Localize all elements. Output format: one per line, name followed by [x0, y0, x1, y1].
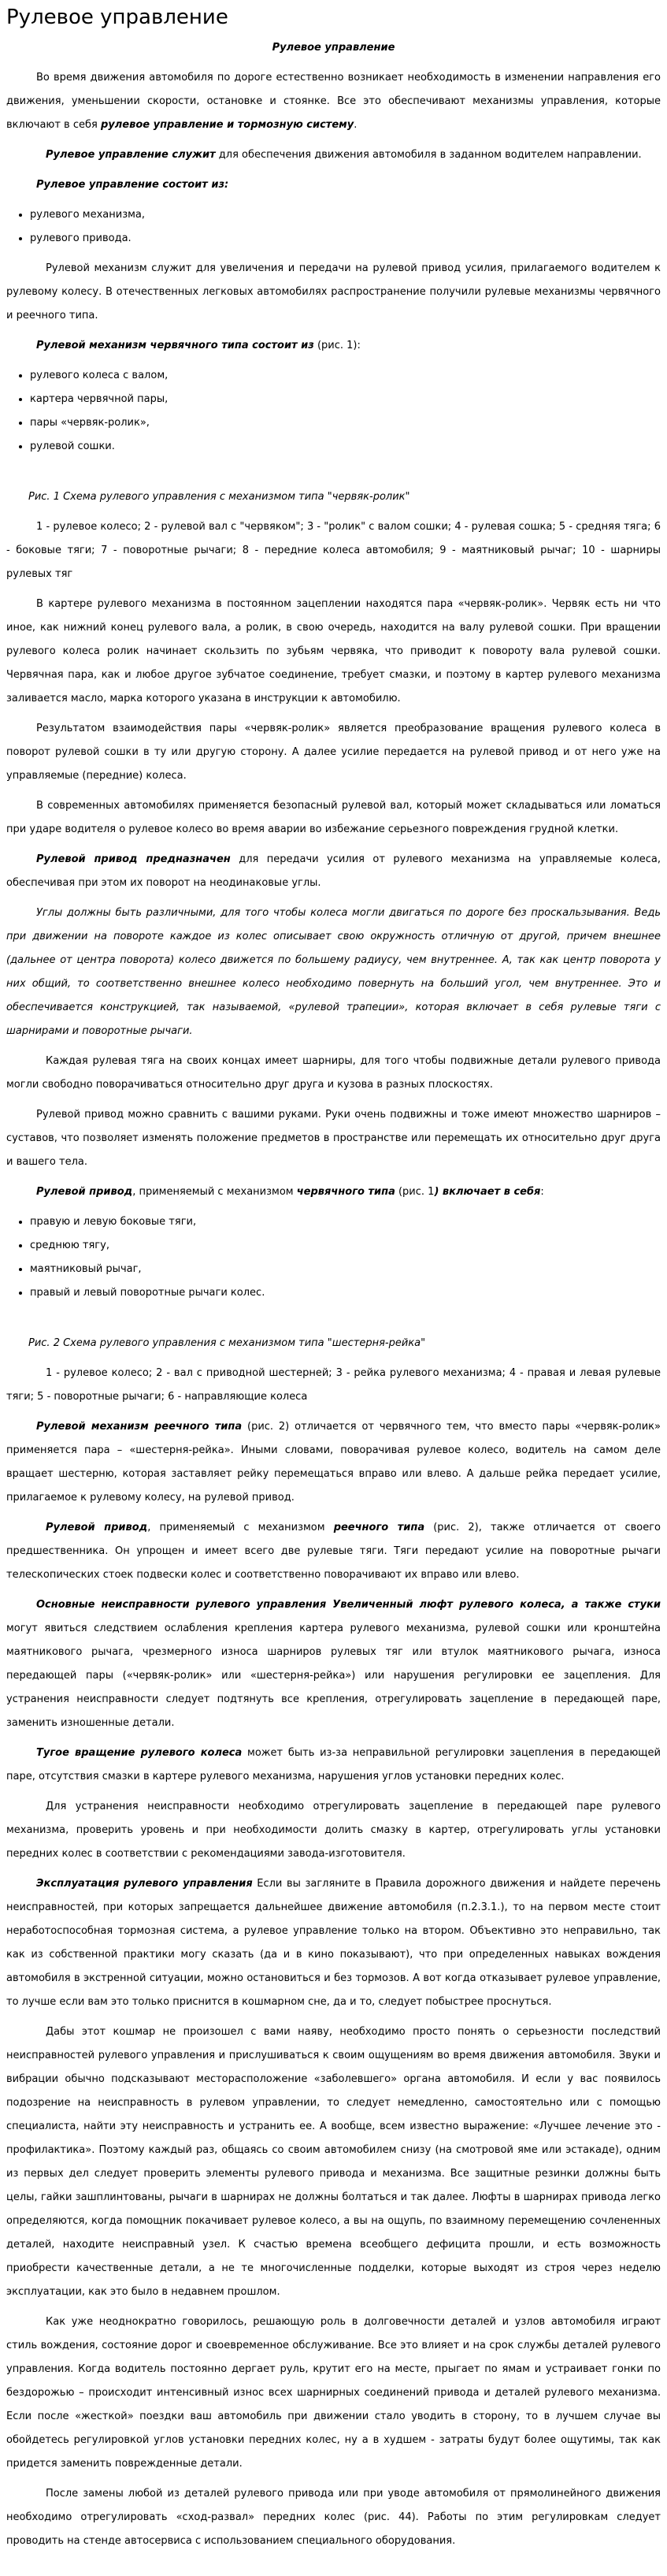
paragraph-worm-result: Результатом взаимодействия пары «червяк-ролик» является преобразование вращения рулевого колеса в поворот рулевой сошки в ту или другую сторону. А далее усилие передается на рулевой привод и от него уже на управляемые (передние) колеса.: [6, 723, 661, 782]
list-item: • пары «червяк-ролик»,: [30, 411, 661, 435]
paragraph-steering-purpose: Рулевое управление служит для обеспечения движения автомобиля в заданном водителем направлении.: [46, 149, 642, 161]
paragraph-worm-composition: Рулевой механизм червячного типа состоит из (рис. 1):: [36, 340, 361, 351]
article-heading: Рулевое управление: [272, 42, 395, 54]
article-body: [6, 36, 661, 2559]
figure-2-caption: Рис. 2 Схема рулевого управления с механизмом типа "шестерня-рейка": [28, 1337, 426, 1349]
list-worm-parts: [6, 364, 661, 459]
list-item: • правый и левый поворотные рычаги колес.: [30, 1281, 661, 1305]
paragraph-rack-mechanism: Рулевой механизм реечного типа (рис. 2) отличается от червячного тем, что вместо пары «червяк-ролик» применяется пара – «шестерня-рейка». Иными словами, поворачивая рулевое колесо, водитель на самом деле вращает шестерню, которая заставляет рейку перемещаться вправо или влево. А дальше рейка передает усилие, прилагаемое к рулевому колесу, на рулевой привод.: [6, 1421, 661, 1504]
paragraph-faults-tight: Тугое вращение рулевого колеса может быть из-за неправильной регулировки зацепления в передающей паре, отсутствия смазки в картере рулевого механизма, нарушения углов установки передних колес.: [6, 1747, 661, 1782]
list-item: • рулевого механизма,: [30, 203, 661, 227]
paragraph-maintenance: Дабы этот кошмар не произошел с вами наяву, необходимо просто понять о серьезности последствий неисправностей рулевого управления и прислушиваться к своим ощущениям во время движения автомобиля. Звуки и вибрации обычно подсказывают месторасположение «заболевшего» органа автомобиля. И если у вас появилось подозрение на неисправность в рулевом управлении, то следует немедленно, самостоятельно или с помощью специалиста, найти эту неисправность и устранить ее. А вообще, всем известно выражение: «Лучшее лечение это - профилактика». Поэтому каждый раз, общаясь со своим автомобилем снизу (на смотровой яме или эстакаде), одним из первых дел следует проверить элементы рулевого привода и механизма. Все защитные резинки должны быть целы, гайки зашплинтованы, рычаги в шарнирах не должны болтаться и так далее. Люфты в шарнирах привода легко определяются, когда помощник покачивает рулевое колесо, а вы на ощупь, по взаимному перемещению сочлененных деталей, находите неисправный узел. К счастью времена всеобщего дефицита прошли, и есть возможность приобрести качественные детали, а не те многочисленные подделки, которые выходят из строя через неделю эксплуатации, как это было в недавнем прошлом.: [6, 2026, 661, 2298]
paragraph-operation: Эксплуатация рулевого управления Если вы загляните в Правила дорожного движения и найдете перечень неисправностей, при которых запрещается дальнейшее движение автомобиля (п.2.3.1.), то на первом месте стоит неработоспособная тормозная система, а рулевое управление только на втором. Объективно это неправильно, так как из собственной практики могу сказать (да и в кино показывают), что при определенных навыках вождения автомобиля в экстренной ситуации, можно остановиться и без тормозов. А вот когда отказывает рулевое управление, то лучше если вам это только приснится в кошмарном сне, да и то, следует побыстрее проснуться.: [6, 1878, 661, 2008]
list-item: • маятниковый рычаг,: [30, 1258, 661, 1281]
page-title: Рулевое управление: [6, 6, 228, 29]
paragraph-hands-comparison: Рулевой привод можно сравнить с вашими руками. Руки очень подвижны и тоже имеют множество шарниров – суставов, что позволяет изменять положение предметов в пространстве или перемещать их относительно друг друга и вашего тела.: [6, 1109, 661, 1168]
list-steering-parts: [6, 203, 661, 251]
list-item: • правую и левую боковые тяги,: [30, 1210, 661, 1234]
paragraph-driving-style: Как уже неоднократно говорилось, решающую роль в долговечности деталей и узлов автомобиля играют стиль вождения, состояние дорог и своевременное обслуживание. Все это влияет и на срок службы деталей рулевого управления. Когда водитель постоянно дергает руль, крутит его на месте, прыгает по ямам и устраивает гонки по бездорожью – происходит интенсивный износ всех шарнирных соединений привода и деталей рулевого механизма. Если после «жесткой» поездки ваш автомобиль при движении стало уводить в сторону, то в лучшем случае вы обойдетесь регулировкой углов установки передних колес, ну а в худшем - затраты будут более ощутимы, так как придется заменить поврежденные детали.: [6, 2316, 661, 2470]
list-item: • рулевого привода.: [30, 227, 661, 251]
paragraph-worm-operation: В картере рулевого механизма в постоянном зацеплении находятся пара «червяк-ролик». Червяк есть ни что иное, как нижний конец рулевого вала, а ролик, в свою очередь, находится на валу рулевой сошки. При вращении рулевого колеса ролик начинает скользить по зубьям червяка, что приводит к повороту вала рулевой сошки. Червячная пара, как и любое другое зубчатое соединение, требует смазки, и поэтому в картер рулевого механизма заливается масло, марка которого указана в инструкции к автомобилю.: [6, 598, 661, 704]
figure-1-caption: Рис. 1 Схема рулевого управления с механизмом типа "червяк-ролик": [28, 491, 410, 503]
figure-1-legend: 1 - рулевое колесо; 2 - рулевой вал с "червяком"; 3 - "ролик" с валом сошки; 4 - рулевая сошка; 5 - средняя тяга; 6 - боковые тяги; 7 - поворотные рычаги; 8 - передние колеса автомобиля; 9 - маятниковый рычаг; 10 - шарниры рулевых тяг: [6, 521, 661, 580]
paragraph-faults-fix: Для устранения неисправности необходимо отрегулировать зацепление в передающей паре рулевого механизма, проверить уровень и при необходимости долить смазку в картер, отрегулировать углы установки передних колес в соответствии с рекомендациями завода-изготовителя.: [6, 1801, 661, 1860]
list-worm-drive-parts: [6, 1210, 661, 1305]
paragraph-rod-joints: Каждая рулевая тяга на своих концах имеет шарниры, для того чтобы подвижные детали рулевого привода могли свободно поворачиваться относительно друг друга и кузова в разных плоскостях.: [6, 1055, 661, 1091]
paragraph-worm-drive: Рулевой привод, применяемый с механизмом червячного типа (рис. 1) включает в себя:: [36, 1186, 544, 1198]
paragraph-safety-shaft: В современных автомобилях применяется безопасный рулевой вал, который может складываться или ломаться при ударе водителя о рулевое колесо во время аварии во избежание серьезного повреждения грудной клетки.: [6, 800, 661, 835]
paragraph-alignment: После замены любой из деталей рулевого привода или при уводе автомобиля от прямолинейного движения необходимо отрегулировать «сход-развал» передних колес (рис. 44). Работы по этим регулировкам следует проводить на стенде автосервиса с использованием специального оборудования.: [6, 2488, 661, 2547]
paragraph-drive-purpose: Рулевой привод предназначен для передачи усилия от рулевого механизма на управляемые колеса, обеспечивая при этом их поворот на неодинаковые углы.: [6, 853, 661, 889]
paragraph-steering-mechanism: Рулевой механизм служит для увеличения и передачи на рулевой привод усилия, прилагаемого водителем к рулевому колесу. В отечественных легковых автомобилях распространение получили рулевые механизмы червячного и реечного типа.: [6, 262, 661, 322]
paragraph-rack-drive: Рулевой привод, применяемый с механизмом реечного типа (рис. 2), также отличается от своего предшественника. Он упрощен и имеет всего две рулевые тяги. Тяги передают усилие на поворотные рычаги телескопических стоек подвески колес и соответственно поворачивают их вправо или влево.: [6, 1522, 661, 1581]
list-item: • рулевой сошки.: [30, 435, 661, 459]
figure-2-legend: 1 - рулевое колесо; 2 - вал с приводной шестерней; 3 - рейка рулевого механизма; 4 - правая и левая рулевые тяги; 5 - поворотные рычаги; 6 - направляющие колеса: [6, 1367, 661, 1403]
paragraph-steering-composition: Рулевое управление состоит из:: [36, 179, 229, 191]
list-item: • рулевого колеса с валом,: [30, 364, 661, 388]
paragraph-faults-play: Основные неисправности рулевого управления Увеличенный люфт рулевого колеса, а также стуки могут явиться следствием ослабления крепления картера рулевого механизма, рулевой сошки или кронштейна маятникового рычага, чрезмерного износа шарниров рулевых тяг или втулок маятникового рычага, износа передающей пары («червяк-ролик» или «шестерня-рейка») или нарушения регулировки ее зацепления. Для устранения неисправности следует подтянуть все крепления, отрегулировать зацепление в передающей паре, заменить изношенные детали.: [6, 1599, 661, 1729]
paragraph-angles: Углы должны быть различными, для того чтобы колеса могли двигаться по дороге без проскальзывания. Ведь при движении на повороте каждое из колес описывает свою окружность отличную от другой, причем внешнее (дальнее от центра поворота) колесо движется по большему радиусу, чем внутреннее. А, так как центр поворота у них общий, то соответственно внешнее колесо необходимо повернуть на больший угол, чем внутреннее. Это и обеспечивается конструкцией, так называемой, «рулевой трапеции», которая включает в себя рулевые тяги с шарнирами и поворотные рычаги.: [6, 907, 661, 1037]
list-item: • картера червячной пары,: [30, 388, 661, 411]
paragraph-intro: Во время движения автомобиля по дороге естественно возникает необходимость в изменении направления его движения, уменьшении скорости, остановке и стоянке. Все это обеспечивают механизмы управления, которые включают в себя рулевое управление и тормозную систему.: [6, 72, 661, 131]
list-item: • среднюю тягу,: [30, 1234, 661, 1258]
